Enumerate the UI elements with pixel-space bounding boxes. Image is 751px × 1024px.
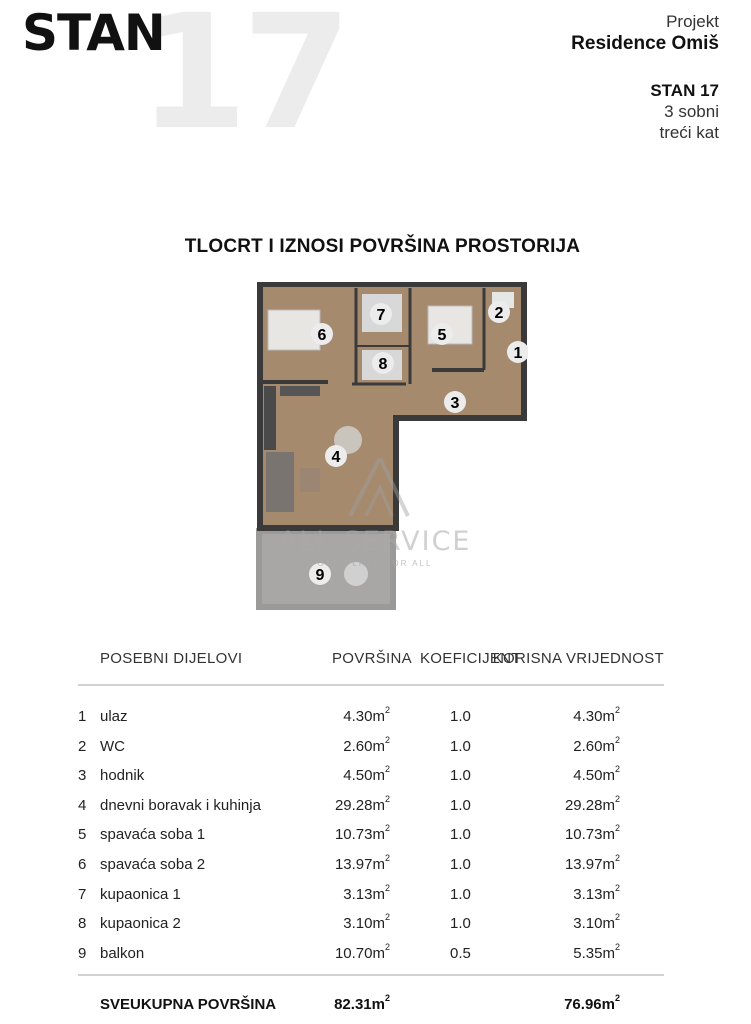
header-parts: POSEBNI DIJELOVI: [100, 650, 243, 667]
unit-number-watermark: 17: [138, 0, 346, 165]
row-number: 8: [78, 915, 87, 933]
row-number: 7: [78, 885, 87, 903]
row-area: $4.30m^2$: [343, 705, 390, 725]
table-row: [78, 939, 664, 969]
row-area: $10.70m^2$: [334, 941, 390, 962]
row-number: 9: [78, 944, 87, 962]
unit-rooms: 3 sobni: [664, 102, 719, 121]
table-header: [78, 640, 664, 686]
total-label: SVEUKUPNA POVRŠINA: [100, 996, 277, 1014]
watermark: [250, 458, 500, 578]
row-value: $2.60m^2$: [573, 734, 620, 755]
room-marker-4: 4: [331, 449, 341, 466]
row-coef: 1.0: [450, 767, 471, 785]
row-area: $10.73m^2$: [334, 823, 390, 844]
row-number: 1: [78, 708, 87, 725]
row-name: dnevni boravak i kuhinja: [100, 796, 261, 814]
total-area: $82.31m^2$: [334, 993, 390, 1014]
room-marker-1: 1: [513, 345, 523, 362]
row-value: $29.28m^2$: [564, 793, 620, 814]
unit-floor: treći kat: [659, 123, 719, 142]
row-number: 6: [78, 855, 87, 873]
unit-name: STAN 17: [650, 81, 719, 100]
row-coef: 1.0: [450, 915, 471, 933]
row-number: 2: [78, 737, 87, 755]
row-name: ulaz: [100, 708, 128, 725]
room-marker-8: 8: [378, 356, 388, 373]
project-block: [571, 12, 719, 56]
table-row: [78, 702, 664, 732]
total-value: $76.96m^2$: [564, 993, 620, 1014]
kitchen-counter: [264, 386, 276, 450]
room-marker-3: 3: [450, 395, 460, 412]
row-number: 4: [78, 796, 87, 814]
row-coef: 0.5: [450, 944, 471, 962]
watermark-logo-icon: [250, 458, 500, 528]
row-area: $3.13m^2$: [343, 882, 390, 903]
watermark-tagline: ONE PLACE FOR ALL: [317, 559, 433, 568]
room-marker-7: 7: [376, 307, 386, 324]
header-value: KORISNA VRIJEDNOST: [492, 650, 664, 667]
project-label: Projekt: [666, 12, 719, 31]
watermark-text: ALL SERVICE: [278, 526, 472, 557]
row-value: $4.30m^2$: [573, 705, 620, 725]
room-marker-9: 9: [315, 567, 325, 584]
table-total-row: [78, 976, 664, 1016]
room-marker-6: 6: [317, 327, 327, 344]
row-area: $29.28m^2$: [334, 793, 390, 814]
table-row: [78, 732, 664, 762]
table-row: [78, 850, 664, 880]
row-area: $4.50m^2$: [343, 764, 390, 785]
row-value: $13.97m^2$: [564, 852, 620, 873]
row-coef: 1.0: [450, 885, 471, 903]
room-marker-2: 2: [494, 305, 504, 322]
row-value: $10.73m^2$: [564, 823, 620, 844]
area-table: [78, 640, 664, 1016]
row-name: kupaonica 1: [100, 885, 181, 903]
table-row: [78, 761, 664, 791]
table-row: [78, 791, 664, 821]
table-row: [78, 820, 664, 850]
header-coef: KOEFICIJENT: [420, 650, 521, 667]
row-name: kupaonica 2: [100, 915, 181, 933]
header-area: POVRŠINA: [332, 650, 412, 667]
row-area: $13.97m^2$: [334, 852, 390, 873]
table-row: [78, 909, 664, 939]
row-area: $2.60m^2$: [343, 734, 390, 755]
stan-title: STAN: [22, 4, 165, 62]
row-number: 3: [78, 767, 87, 785]
room-marker-5: 5: [437, 327, 447, 344]
row-name: hodnik: [100, 767, 145, 785]
unit-info: [650, 80, 719, 143]
row-name: balkon: [100, 944, 145, 962]
row-name: spavaća soba 2: [100, 855, 206, 873]
row-coef: 1.0: [450, 796, 471, 814]
table-row: [78, 880, 664, 910]
row-coef: 1.0: [450, 708, 471, 725]
section-title: TLOCRT I IZNOSI POVRŠINA PROSTORIJA: [184, 236, 581, 257]
row-coef: 1.0: [450, 855, 471, 873]
row-coef: 1.0: [450, 737, 471, 755]
row-value: $4.50m^2$: [573, 764, 620, 785]
row-coef: 1.0: [450, 826, 471, 844]
row-number: 5: [78, 826, 87, 844]
table-body: [78, 686, 664, 976]
row-value: $3.13m^2$: [573, 882, 620, 903]
kitchen-top: [280, 386, 320, 396]
row-name: WC: [100, 737, 125, 755]
project-name: Residence Omiš: [571, 33, 719, 54]
row-name: spavaća soba 1: [100, 826, 206, 844]
row-value: $3.10m^2$: [573, 912, 620, 933]
row-area: $3.10m^2$: [343, 912, 390, 933]
row-value: $5.35m^2$: [573, 941, 620, 962]
